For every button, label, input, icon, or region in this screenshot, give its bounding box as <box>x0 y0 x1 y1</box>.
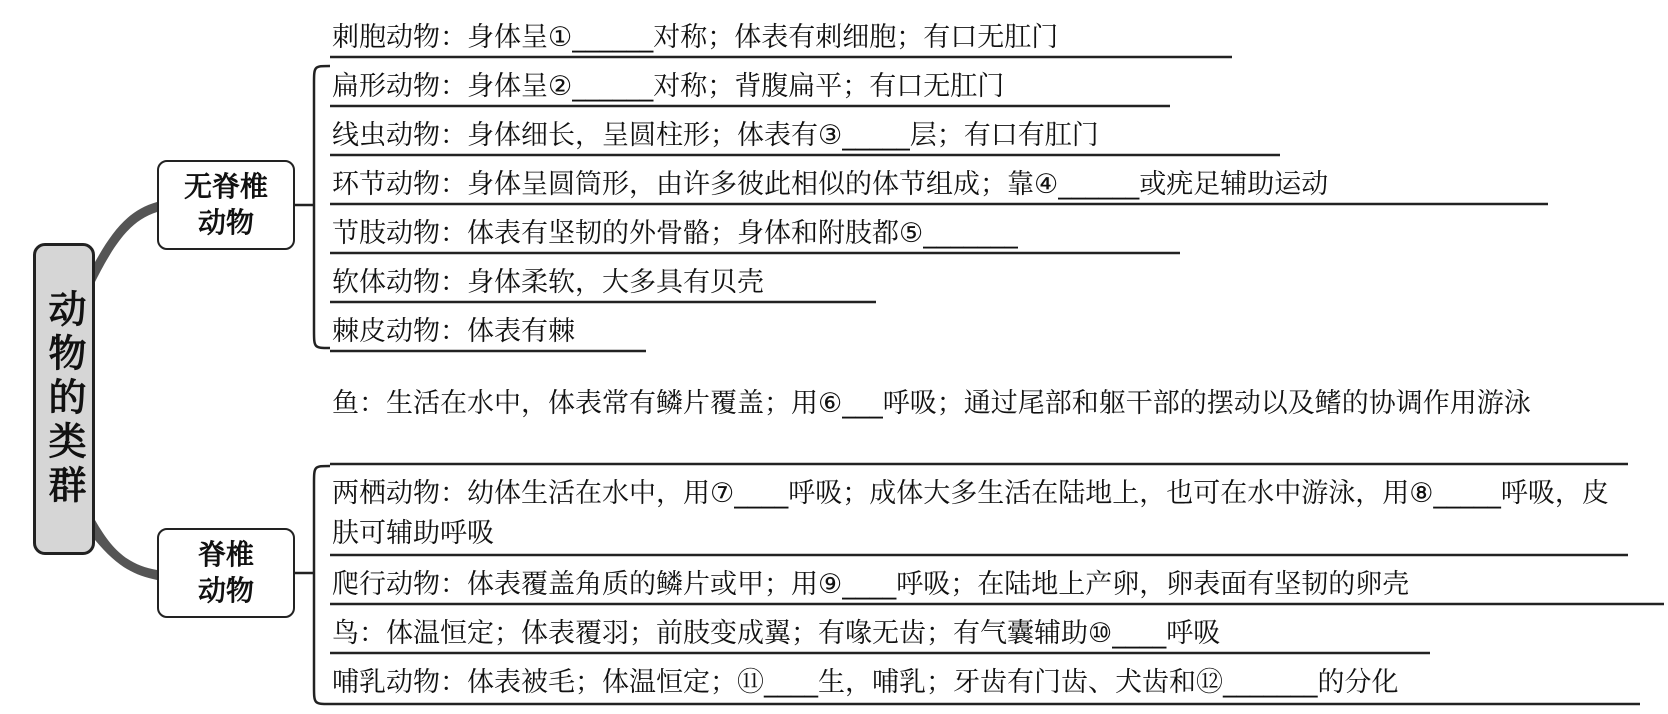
bracket-vertebrate <box>314 466 330 704</box>
item-nematode: 线虫动物：身体细长，呈圆柱形；体表有③_____层；有口有肛门 <box>332 120 1099 151</box>
bracket-invertebrate <box>314 66 330 348</box>
item-mammal: 哺乳动物：体表被毛；体温恒定；⑪____生，哺乳；牙齿有门齿、犬齿和⑫_______的分化 <box>332 667 1399 698</box>
group-node-invertebrate <box>157 160 295 250</box>
root-branch-upper <box>95 202 157 282</box>
item-flatworm: 扁形动物：身体呈②______对称；背腹扁平；有口无肛门 <box>332 71 1005 102</box>
item-annelid: 环节动物：身体呈圆筒形，由许多彼此相似的体节组成；靠④______或疣足辅助运动 <box>332 169 1329 200</box>
root-title: 动物的类群 <box>42 289 86 509</box>
group-label-invertebrate: 无脊椎 动物 <box>183 170 268 239</box>
item-fish: 鱼：生活在水中，体表常有鳞片覆盖；用⑥___呼吸；通过尾部和躯干部的摆动以及鳍的协调作用游泳 <box>332 388 1531 419</box>
item-arthropod: 节肢动物：体表有坚韧的外骨骼；身体和附肢都⑤_______ <box>332 218 1018 249</box>
item-reptile: 爬行动物：体表覆盖角质的鳞片或甲；用⑨____呼吸；在陆地上产卵，卵表面有坚韧的卵壳 <box>332 569 1410 600</box>
item-echinoderm: 棘皮动物：体表有棘 <box>332 316 575 347</box>
root-branch-lower <box>95 520 157 580</box>
root-node <box>33 243 95 555</box>
item-mollusk: 软体动物：身体柔软，大多具有贝壳 <box>332 267 764 298</box>
item-amphibian: 两栖动物：幼体生活在水中，用⑦____呼吸；成体大多生活在陆地上，也可在水中游泳，用⑧_____呼吸，皮肤可辅助呼吸 <box>332 478 1609 549</box>
group-label-vertebrate: 脊椎 动物 <box>197 538 254 607</box>
item-cnidaria: 刺胞动物：身体呈①______对称；体表有刺细胞；有口无肛门 <box>332 22 1059 53</box>
group-node-vertebrate <box>157 528 295 618</box>
item-bird: 鸟：体温恒定；体表覆羽；前肢变成翼；有喙无齿；有气囊辅助⑩____呼吸 <box>332 618 1221 649</box>
